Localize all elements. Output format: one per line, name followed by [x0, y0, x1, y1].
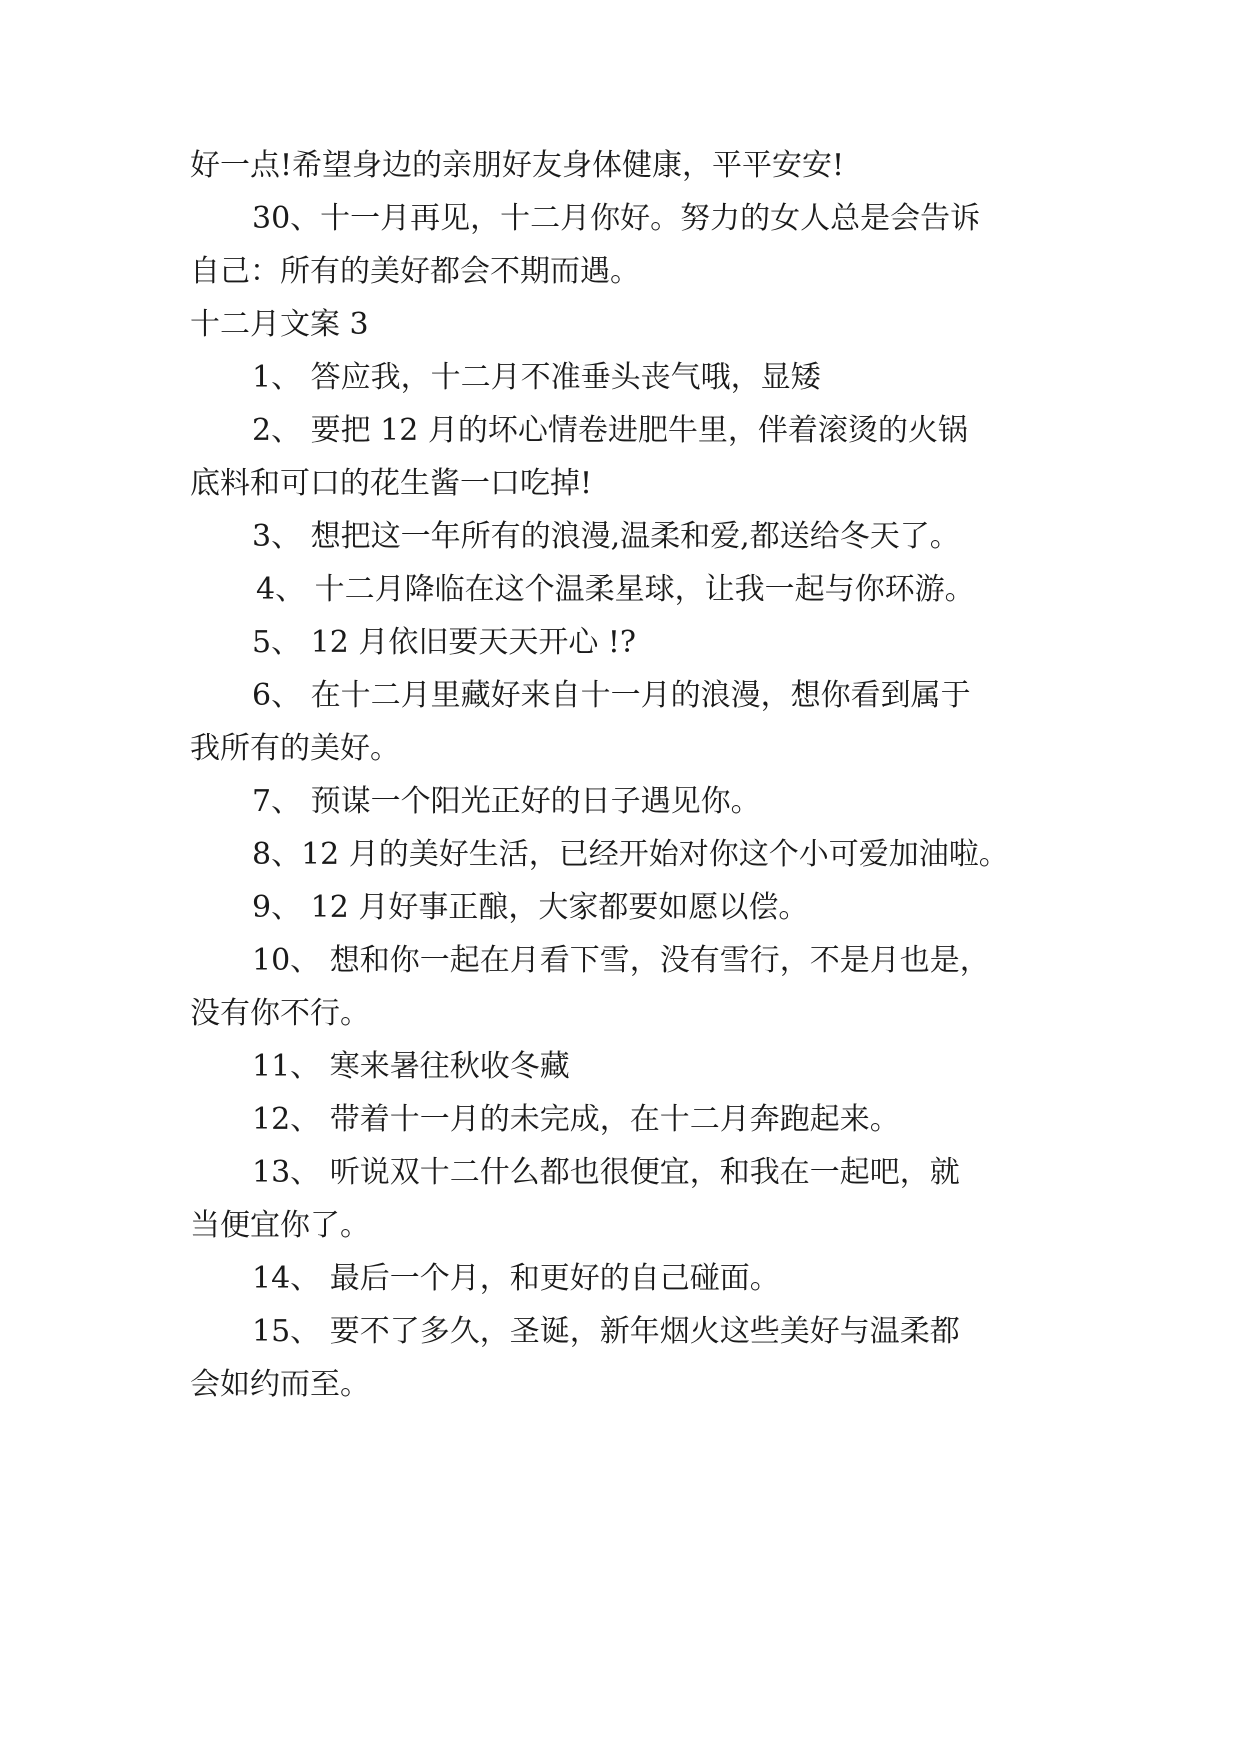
text-line: 底料和可口的花生酱一口吃掉! — [190, 466, 593, 501]
text-line: 当便宜你了。 — [190, 1208, 370, 1243]
list-item-14: 14、 最后一个月，和更好的自己碰面。 — [252, 1261, 780, 1296]
text-line: 会如约而至。 — [190, 1367, 370, 1402]
text-line: 好一点!希望身边的亲朋好友身体健康，平平安安! — [190, 148, 845, 183]
list-item-3: 3、 想把这一年所有的浪漫,温柔和爱,都送给冬天了。 — [252, 519, 960, 554]
list-item-13: 13、 听说双十二什么都也很便宜，和我在一起吧，就 — [252, 1155, 960, 1190]
text-line: 没有你不行。 — [190, 996, 370, 1031]
list-item-30: 30、十一月再见，十二月你好。努力的女人总是会告诉 — [252, 201, 981, 236]
list-item-9: 9、 12 月好事正酿，大家都要如愿以偿。 — [252, 890, 809, 925]
list-item-12: 12、 带着十一月的未完成，在十二月奔跑起来。 — [252, 1102, 900, 1137]
list-item-1: 1、 答应我，十二月不准垂头丧气哦，显矮 — [252, 360, 821, 395]
list-item-5: 5、 12 月依旧要天天开心 !? — [252, 625, 637, 660]
list-item-7: 7、 预谋一个阳光正好的日子遇见你。 — [252, 784, 761, 819]
text-line: 自己：所有的美好都会不期而遇。 — [190, 254, 640, 289]
text-line: 我所有的美好。 — [190, 731, 400, 766]
list-item-6: 6、 在十二月里藏好来自十一月的浪漫，想你看到属于 — [252, 678, 971, 713]
list-item-4: 4、 十二月降临在这个温柔星球，让我一起与你环游。 — [256, 572, 975, 607]
list-item-8: 8、12 月的美好生活，已经开始对你这个小可爱加油啦。 — [252, 837, 1009, 872]
list-item-10: 10、 想和你一起在月看下雪，没有雪行，不是月也是， — [252, 943, 990, 978]
list-item-2: 2、 要把 12 月的坏心情卷进肥牛里，伴着滚烫的火锅 — [252, 413, 968, 448]
section-heading: 十二月文案 3 — [190, 307, 369, 342]
list-item-11: 11、 寒来暑往秋收冬藏 — [252, 1049, 570, 1084]
list-item-15: 15、 要不了多久，圣诞，新年烟火这些美好与温柔都 — [252, 1314, 960, 1349]
